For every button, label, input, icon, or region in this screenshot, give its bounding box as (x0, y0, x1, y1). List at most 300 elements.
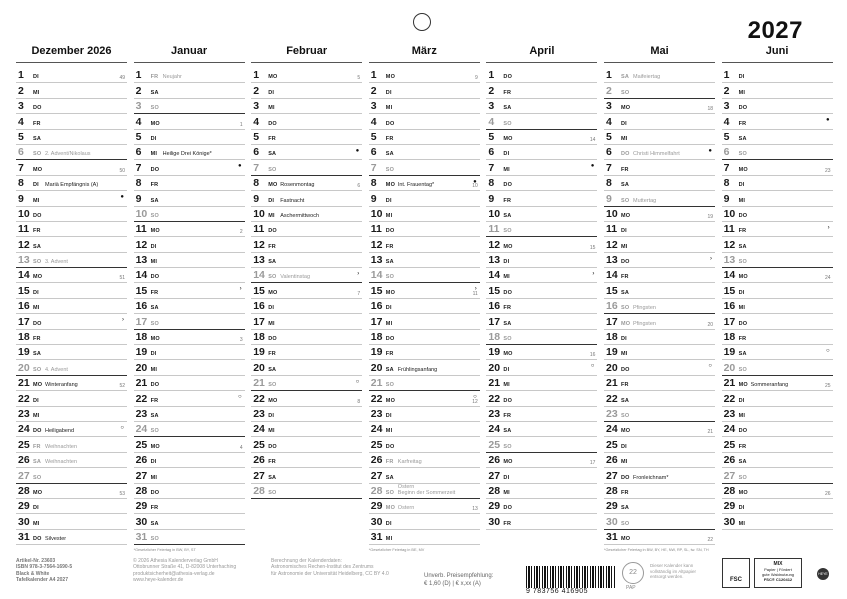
day-row[interactable] (369, 345, 480, 360)
day-row[interactable] (16, 499, 127, 514)
day-row[interactable] (251, 268, 362, 283)
day-row[interactable] (134, 345, 245, 360)
day-number: 24 (370, 423, 383, 436)
day-row[interactable] (486, 130, 597, 145)
day-row[interactable] (251, 176, 362, 191)
day-row[interactable] (486, 345, 597, 360)
day-number: 4 (253, 115, 260, 128)
day-row[interactable] (369, 422, 480, 437)
day-row[interactable] (722, 484, 833, 499)
holiday-footnote: *Gesetzlicher Feiertag in BW, BY, HE, NW, RP, SL, tw. SN, TH (604, 548, 709, 553)
day-row[interactable] (134, 330, 245, 345)
day-row[interactable] (251, 299, 362, 314)
day-number: 10 (253, 207, 265, 220)
day-row[interactable] (486, 468, 597, 483)
day-row[interactable] (604, 160, 715, 175)
day-row[interactable] (369, 130, 480, 145)
day-row[interactable] (486, 283, 597, 298)
day-row[interactable] (251, 437, 362, 452)
day-number: 19 (723, 346, 736, 359)
day-number: 29 (606, 500, 618, 513)
weekday: DO (150, 274, 160, 281)
day-row[interactable] (486, 407, 597, 422)
weekday: DO (150, 382, 160, 389)
article-info: Artikel-Nr. 23603 ISBN 978-3-7564-1690-5 Black & White Tafelkalender A4 2027 (16, 558, 73, 584)
day-row[interactable] (16, 222, 127, 237)
day-row[interactable] (722, 176, 833, 191)
day-row[interactable] (604, 314, 715, 329)
day-row[interactable] (604, 176, 715, 191)
day-row[interactable] (251, 391, 362, 406)
day-row[interactable] (134, 191, 245, 206)
day-row[interactable] (722, 422, 833, 437)
day-row[interactable] (16, 160, 127, 175)
day-row[interactable] (16, 114, 127, 129)
weekday: DO (738, 320, 748, 327)
weekday: SA (33, 351, 42, 358)
publisher-info: © 2026 Athesia Kalenderverlag GmbH Ottobrunner Straße 41, D-82008 Unterhaching produktsicherheit@athesia-verlag.de www.heye-kalender.de (133, 558, 237, 584)
day-row[interactable] (604, 114, 715, 129)
day-row[interactable] (722, 160, 833, 175)
day-row[interactable] (16, 422, 127, 437)
weekday: DO (738, 428, 748, 435)
day-row[interactable] (16, 253, 127, 268)
day-row[interactable] (251, 207, 362, 222)
day-row[interactable] (16, 207, 127, 222)
weekday: DI (268, 412, 275, 419)
day-row[interactable] (722, 253, 833, 268)
weekday: MO (503, 243, 513, 250)
day-row[interactable] (16, 191, 127, 206)
hanging-hole (413, 13, 431, 31)
day-row[interactable] (604, 437, 715, 452)
day-number: 12 (488, 238, 501, 251)
day-row[interactable] (369, 299, 480, 314)
day-row[interactable] (251, 453, 362, 468)
day-row[interactable] (486, 453, 597, 468)
day-number: 13 (370, 254, 383, 267)
day-row[interactable] (134, 422, 245, 437)
weekday: SO (621, 412, 630, 419)
day-row[interactable] (604, 253, 715, 268)
day-row[interactable] (16, 360, 127, 375)
day-event: 4. Advent (45, 366, 68, 373)
day-event: Weihnachten (45, 443, 78, 450)
day-row[interactable] (369, 360, 480, 375)
day-row[interactable] (604, 530, 715, 545)
day-row[interactable] (16, 391, 127, 406)
moon-phase-icon: ● (708, 147, 712, 154)
day-row[interactable] (251, 68, 362, 83)
month-name: März (369, 44, 480, 63)
day-row[interactable] (134, 253, 245, 268)
weekday: SO (738, 474, 747, 481)
day-event: Winteranfang (45, 382, 78, 389)
day-row[interactable] (486, 114, 597, 129)
day-row[interactable] (722, 437, 833, 452)
day-row[interactable] (722, 330, 833, 345)
day-row[interactable] (369, 207, 480, 222)
day-row[interactable] (16, 299, 127, 314)
astro-credit: Berechnung der Kalenderdaten: Astronomisches Rechen-Institut des Zentrums für Astronomie der Universität Heidelberg, CC BY 4.0 (271, 558, 389, 577)
day-row[interactable] (134, 145, 245, 160)
day-row[interactable] (369, 237, 480, 252)
day-row[interactable] (722, 191, 833, 206)
day-row[interactable] (369, 191, 480, 206)
day-row[interactable] (134, 160, 245, 175)
day-row[interactable] (16, 468, 127, 483)
day-row[interactable] (134, 468, 245, 483)
day-row[interactable] (369, 114, 480, 129)
day-row[interactable] (369, 145, 480, 160)
day-row[interactable] (369, 314, 480, 329)
day-row[interactable] (604, 514, 715, 529)
day-number: 2 (723, 84, 730, 97)
day-row[interactable] (16, 407, 127, 422)
day-row[interactable] (486, 83, 597, 98)
day-row[interactable] (604, 99, 715, 114)
day-number: 23 (723, 407, 736, 420)
moon-phase-icon: › (122, 317, 124, 324)
day-row[interactable] (604, 407, 715, 422)
day-row[interactable] (16, 314, 127, 329)
week-number: 18 (707, 106, 713, 113)
day-row[interactable] (486, 268, 597, 283)
day-row[interactable] (604, 299, 715, 314)
day-row[interactable] (134, 391, 245, 406)
day-row[interactable] (369, 391, 480, 406)
day-row[interactable] (251, 360, 362, 375)
day-row[interactable] (134, 314, 245, 329)
day-row[interactable] (369, 499, 480, 514)
day-list (369, 68, 480, 545)
day-row[interactable] (486, 437, 597, 452)
day-row[interactable] (251, 114, 362, 129)
weekday: DO (385, 443, 395, 450)
day-row[interactable] (16, 530, 127, 545)
day-event: Silvester (45, 536, 67, 543)
day-row[interactable] (722, 68, 833, 83)
day-row[interactable] (16, 484, 127, 499)
day-number: 15 (606, 284, 618, 297)
day-row[interactable] (134, 499, 245, 514)
day-row[interactable] (251, 283, 362, 298)
day-row[interactable] (369, 160, 480, 175)
day-list (251, 68, 362, 499)
day-row[interactable] (722, 453, 833, 468)
day-row[interactable] (604, 237, 715, 252)
day-number: 13 (253, 254, 265, 267)
day-row[interactable] (722, 468, 833, 483)
day-row[interactable] (251, 253, 362, 268)
weekday: MO (738, 489, 748, 496)
day-row[interactable] (134, 268, 245, 283)
weekday: SA (503, 212, 512, 219)
day-row[interactable] (722, 237, 833, 252)
day-event: Karfreitag (397, 459, 422, 466)
day-row[interactable] (604, 222, 715, 237)
moon-phase-icon: ○ (825, 348, 830, 355)
day-row[interactable] (369, 407, 480, 422)
day-row[interactable] (486, 376, 597, 391)
day-row[interactable] (486, 68, 597, 83)
weekday: SA (621, 182, 630, 189)
day-row[interactable] (604, 145, 715, 160)
day-row[interactable] (722, 499, 833, 514)
day-number: 19 (370, 346, 383, 359)
day-row[interactable] (369, 222, 480, 237)
day-row[interactable] (251, 191, 362, 206)
day-number: 1 (370, 69, 377, 82)
day-row[interactable] (16, 345, 127, 360)
day-row[interactable] (134, 514, 245, 529)
day-row[interactable] (722, 114, 833, 129)
day-row[interactable] (722, 222, 833, 237)
day-row[interactable] (16, 283, 127, 298)
day-row[interactable] (16, 237, 127, 252)
weekday: MO (385, 397, 396, 404)
day-row[interactable] (251, 222, 362, 237)
day-row[interactable] (251, 345, 362, 360)
day-row[interactable] (486, 330, 597, 345)
weekday: DO (268, 228, 277, 235)
day-row[interactable] (16, 145, 127, 160)
day-event: Pfingsten (633, 305, 656, 312)
day-row[interactable] (486, 237, 597, 252)
day-row[interactable] (722, 391, 833, 406)
day-number: 17 (606, 315, 618, 328)
day-row[interactable] (134, 114, 245, 129)
day-row[interactable] (134, 99, 245, 114)
day-number: 16 (488, 300, 501, 313)
day-row[interactable] (16, 99, 127, 114)
day-row[interactable] (604, 391, 715, 406)
day-row[interactable] (604, 330, 715, 345)
weekday: SO (621, 305, 630, 312)
day-row[interactable] (134, 130, 245, 145)
day-row[interactable] (369, 99, 480, 114)
weekday: FR (33, 443, 41, 450)
week-number: 52 (119, 383, 125, 390)
day-row[interactable] (604, 268, 715, 283)
day-row[interactable] (486, 514, 597, 529)
day-row[interactable] (369, 514, 480, 529)
week-number: 26 (825, 490, 831, 497)
weekday: SO (33, 366, 42, 373)
day-row[interactable] (369, 376, 480, 391)
day-row[interactable] (722, 345, 833, 360)
day-number: 23 (135, 407, 148, 420)
day-row[interactable] (134, 376, 245, 391)
day-row[interactable] (251, 160, 362, 175)
day-row[interactable] (604, 283, 715, 298)
day-number: 15 (723, 284, 736, 297)
day-row[interactable] (722, 407, 833, 422)
day-row[interactable] (251, 484, 362, 499)
day-row[interactable] (486, 191, 597, 206)
day-row[interactable] (16, 68, 127, 83)
day-row[interactable] (369, 68, 480, 83)
day-row[interactable] (722, 283, 833, 298)
day-row[interactable] (604, 130, 715, 145)
weekday: SA (268, 474, 277, 481)
day-row[interactable] (134, 83, 245, 98)
day-number: 15 (488, 284, 501, 297)
day-row[interactable] (251, 468, 362, 483)
day-row[interactable] (16, 83, 127, 98)
day-row[interactable] (369, 253, 480, 268)
day-row[interactable] (486, 145, 597, 160)
day-row[interactable] (134, 68, 245, 83)
weekday: DO (385, 120, 395, 127)
weekday: DI (738, 182, 745, 189)
day-row[interactable] (134, 360, 245, 375)
day-row[interactable] (604, 468, 715, 483)
day-row[interactable] (251, 130, 362, 145)
day-row[interactable] (251, 376, 362, 391)
weekday: MI (621, 351, 628, 358)
day-row[interactable] (722, 360, 833, 375)
fsc-tree-icon: FSC (722, 558, 750, 588)
day-row[interactable] (722, 268, 833, 283)
day-row[interactable] (722, 83, 833, 98)
day-row[interactable] (369, 330, 480, 345)
publisher-logo: HEYE (817, 568, 829, 580)
day-row[interactable] (134, 283, 245, 298)
day-row[interactable] (134, 222, 245, 237)
day-row[interactable] (16, 437, 127, 452)
day-row[interactable] (251, 407, 362, 422)
day-row[interactable] (604, 68, 715, 83)
day-row[interactable] (486, 422, 597, 437)
day-row[interactable] (134, 484, 245, 499)
day-row[interactable] (486, 314, 597, 329)
day-row[interactable] (369, 530, 480, 545)
day-row[interactable] (604, 422, 715, 437)
week-number: 24 (825, 275, 831, 282)
day-row[interactable] (486, 207, 597, 222)
day-number: 30 (370, 515, 383, 528)
day-row[interactable] (251, 422, 362, 437)
day-number: 25 (488, 438, 501, 451)
day-row[interactable] (604, 453, 715, 468)
day-row[interactable] (16, 268, 127, 283)
month-column (604, 44, 715, 552)
day-row[interactable] (369, 176, 480, 191)
day-row[interactable] (604, 376, 715, 391)
day-row[interactable] (604, 499, 715, 514)
day-row[interactable] (134, 453, 245, 468)
day-number: 5 (606, 130, 612, 143)
day-row[interactable] (369, 437, 480, 452)
day-row[interactable] (134, 437, 245, 452)
weekday: MI (385, 105, 393, 112)
day-row[interactable] (16, 330, 127, 345)
day-row[interactable] (251, 99, 362, 114)
day-row[interactable] (369, 468, 480, 483)
weekday: DI (150, 135, 157, 142)
moon-phase-icon: ○ (708, 363, 712, 370)
day-number: 2 (488, 84, 495, 97)
day-row[interactable] (722, 314, 833, 329)
day-row[interactable] (251, 330, 362, 345)
day-row[interactable] (722, 376, 833, 391)
day-row[interactable] (722, 514, 833, 529)
day-row[interactable] (16, 376, 127, 391)
weekday: SO (268, 489, 277, 496)
day-row[interactable] (16, 514, 127, 529)
day-row[interactable] (722, 145, 833, 160)
day-row[interactable] (604, 484, 715, 499)
day-number: 6 (370, 146, 377, 159)
day-row[interactable] (486, 484, 597, 499)
day-number: 17 (253, 315, 265, 328)
day-row[interactable] (16, 130, 127, 145)
day-row[interactable] (604, 360, 715, 375)
weekday: DI (33, 74, 39, 81)
day-row[interactable] (369, 283, 480, 298)
day-row[interactable] (134, 407, 245, 422)
day-row[interactable] (134, 299, 245, 314)
day-row[interactable] (722, 130, 833, 145)
day-row[interactable] (486, 176, 597, 191)
day-row[interactable] (486, 222, 597, 237)
day-row[interactable] (722, 299, 833, 314)
week-number: 23 (825, 167, 831, 174)
day-row[interactable] (134, 237, 245, 252)
day-row[interactable] (486, 360, 597, 375)
day-row[interactable] (486, 99, 597, 114)
day-row[interactable] (486, 391, 597, 406)
weekday: DO (621, 151, 630, 158)
day-row[interactable] (251, 83, 362, 98)
day-row[interactable] (251, 145, 362, 160)
day-row[interactable] (604, 345, 715, 360)
day-row[interactable] (16, 176, 127, 191)
weekday: SA (738, 351, 747, 358)
day-row[interactable] (486, 253, 597, 268)
week-number: 16 (589, 352, 596, 359)
day-row[interactable] (486, 299, 597, 314)
day-row[interactable] (369, 83, 480, 98)
day-row[interactable] (369, 268, 480, 283)
day-row[interactable] (251, 314, 362, 329)
weekday: DI (150, 351, 157, 358)
day-row[interactable] (369, 484, 480, 499)
weekday: SO (621, 89, 630, 96)
day-number: 25 (253, 438, 265, 451)
day-row[interactable] (134, 207, 245, 222)
day-number: 14 (135, 269, 148, 282)
day-row[interactable] (604, 207, 715, 222)
day-row[interactable] (369, 453, 480, 468)
weekday: SA (268, 151, 277, 158)
day-row[interactable] (604, 191, 715, 206)
weekday: MO (385, 74, 396, 81)
day-row[interactable] (134, 176, 245, 191)
day-row[interactable] (486, 499, 597, 514)
day-row[interactable] (134, 530, 245, 545)
day-row[interactable] (251, 237, 362, 252)
day-row[interactable] (722, 207, 833, 222)
weekday: MO (385, 182, 396, 189)
day-number: 18 (488, 331, 501, 344)
day-row[interactable] (604, 83, 715, 98)
week-number: 3 (239, 337, 243, 344)
day-row[interactable] (16, 453, 127, 468)
day-row[interactable] (486, 160, 597, 175)
day-row[interactable] (722, 99, 833, 114)
